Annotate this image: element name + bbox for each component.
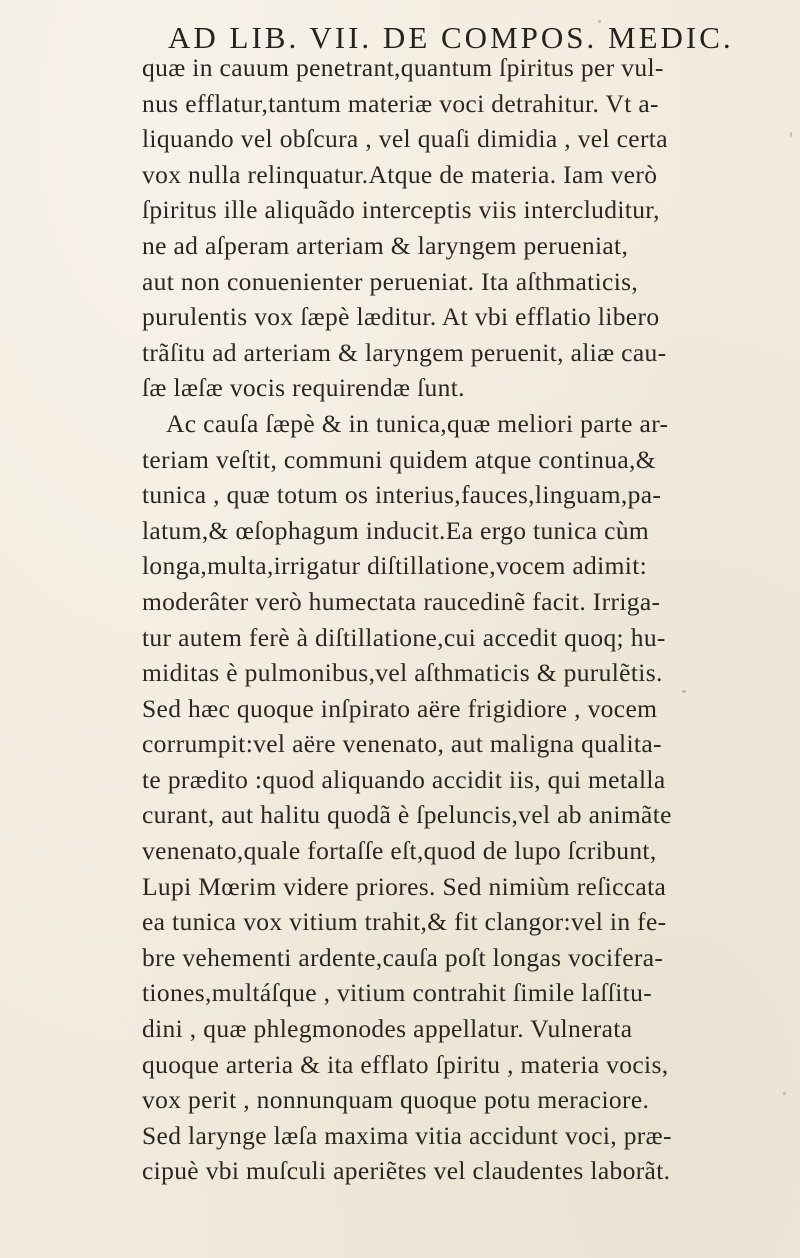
text-line: purulentis vox ſæpè læditur. At vbi efflatio libero: [142, 302, 660, 332]
text-line: aut non conuenienter perueniat. Ita aſthmaticis,: [142, 266, 639, 296]
text-line: corrumpit:vel aëre venenato, aut maligna qualita-: [142, 729, 662, 759]
text-line: te prædito :quod aliquando accidit iis, qui metalla: [142, 764, 666, 794]
text-line: curant, aut halitu quodã è ſpeluncis,vel ab animãte: [142, 800, 672, 830]
text-line: trãſitu ad arteriam & laryngem peruenit, aliæ cau-: [142, 337, 667, 367]
text-line: latum,& œſophagum inducit.Ea ergo tunica cùm: [142, 515, 650, 545]
text-line: miditas è pulmonibus,vel aſthmaticis & purulẽtis.: [142, 658, 663, 688]
text-line: liquando vel obſcura , vel quaſi dimidia , vel certa: [142, 124, 668, 154]
text-line: moderâter verò humectata raucedinẽ facit. Irriga-: [142, 586, 661, 616]
text-line: tiones,multáſque , vitium contrahit ſimile laſſitu-: [142, 978, 653, 1008]
text-line: ne ad aſperam arteriam & laryngem perueniat,: [142, 230, 629, 260]
text-line: bre vehementi ardente,cauſa poſt longas vocifera-: [142, 942, 664, 972]
running-head: AD LIB. VII. DE COMPOS. MEDIC.: [168, 20, 734, 55]
text-line: tur autem ferè à diſtillatione,cui accedit quoq; hu-: [142, 622, 666, 652]
paper-speck: [598, 20, 601, 23]
text-line: ea tunica vox vitium trahit,& fit clangor:vel in fe-: [142, 907, 667, 937]
text-line: tunica , quæ totum os interius,fauces,linguam,pa-: [142, 480, 662, 510]
text-line: Sed hæc quoque inſpirato aëre frigidiore , vocem: [142, 693, 658, 723]
text-line: cipuè vbi muſculi aperiẽtes vel claudentes laborãt.: [142, 1156, 671, 1186]
text-line: venenato,quale fortaſſe eſt,quod de lupo ſcribunt,: [142, 836, 657, 866]
text-line: quoque arteria & ita efflato ſpiritu , materia vocis,: [142, 1049, 669, 1079]
text-line: quæ in cauum penetrant,quantum ſpiritus per vul-: [142, 53, 664, 82]
paper-speck: [682, 690, 686, 693]
text-line: longa,multa,irrigatur diſtillatione,vocem adimit:: [142, 551, 648, 581]
text-line: vox nulla relinquatur.Atque de materia. Iam verò: [142, 159, 658, 189]
text-line: nus efflatur,tantum materiæ voci detrahitur. Vt a-: [142, 88, 659, 118]
text-line: teriam veſtit, communi quidem atque continua,&: [142, 444, 656, 474]
paper-speck: [790, 132, 792, 137]
text-line: Sed larynge læſa maxima vitia accidunt voci, præ-: [142, 1120, 672, 1150]
text-line: ſpiritus ille aliquãdo interceptis viis intercluditur,: [142, 195, 660, 225]
paragraph-start-line: Ac cauſa ſæpè & in tunica,quæ meliori parte ar-: [166, 408, 669, 438]
body-text: [142, 50, 792, 1189]
text-line: ſæ læſæ vocis requirendæ ſunt.: [142, 373, 465, 403]
paper-speck: [783, 1092, 786, 1095]
text-line: vox perit , nonnunquam quoque potu meraciore.: [142, 1085, 650, 1115]
text-line: dini , quæ phlegmonodes appellatur. Vulnerata: [142, 1014, 633, 1044]
text-line: Lupi Mœrim videre priores. Sed nimiùm reſiccata: [142, 871, 667, 901]
